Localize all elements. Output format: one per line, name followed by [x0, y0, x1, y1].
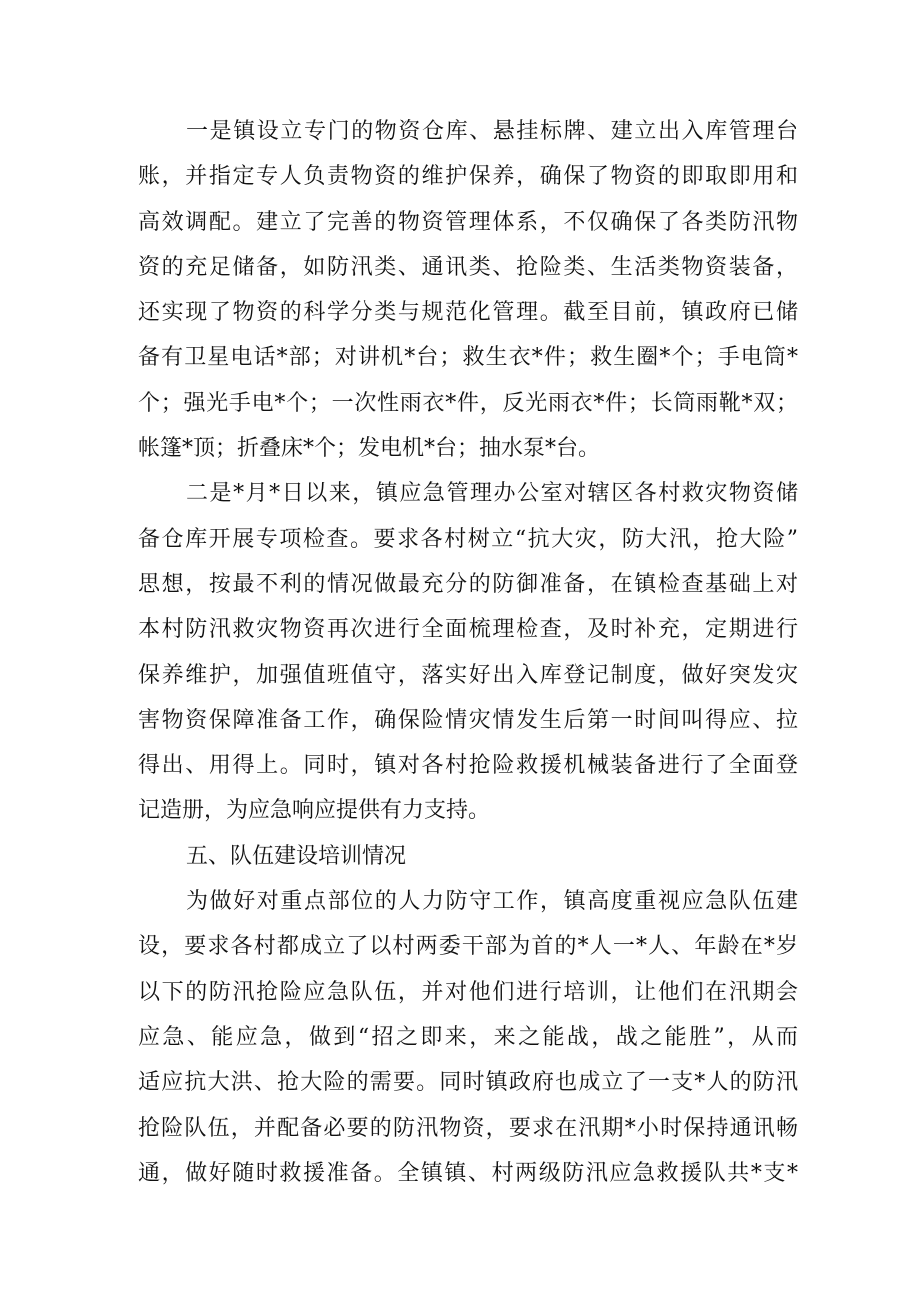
text-line: 为做好对重点部位的人力防守工作，镇高度重视应急队伍建 [186, 889, 798, 915]
document-body [138, 109, 798, 1196]
paragraph-inspection [138, 471, 798, 833]
text-line: 保养维护，加强值班值守，落实好出入库登记制度，做好突发灾 [138, 662, 798, 688]
text-line: 害物资保障准备工作，确保险情灾情发生后第一时间叫得应、拉 [138, 707, 798, 733]
text-line: 以下的防汛抢险应急队伍，并对他们进行培训，让他们在汛期会 [138, 979, 798, 1005]
text-line: 一是镇设立专门的物资仓库、悬挂标牌、建立出入库管理台 [186, 119, 798, 144]
text-line: 还实现了物资的科学分类与规范化管理。截至目前，镇政府已储 [138, 300, 798, 326]
paragraph-team-building [138, 879, 798, 1196]
text-line: 得出、用得上。同时，镇对各村抢险救援机械装备进行了全面登 [138, 753, 798, 779]
text-line: 通，做好随时救援准备。全镇镇、村两级防汛应急救援队共*支* [138, 1160, 798, 1186]
section-heading [138, 834, 798, 879]
text-line: 本村防汛救灾物资再次进行全面梳理检查，及时补充，定期进行 [138, 617, 798, 643]
text-line: 二是*月*日以来，镇应急管理办公室对辖区各村救灾物资储 [186, 481, 798, 507]
text-line: 备仓库开展专项检查。要求各村树立“抗大灾，防大汛，抢大险” [138, 526, 798, 552]
text-line: 适应抗大洪、抢大险的需要。同时镇政府也成立了一支*人的防汛 [138, 1070, 798, 1096]
text-line: 设，要求各村都成立了以村两委干部为首的*人一*人、年龄在*岁 [138, 934, 798, 960]
text-line: 帐篷*顶；折叠床*个；发电机*台；抽水泵*台。 [138, 436, 601, 462]
paragraph-material-warehouse [138, 109, 798, 471]
text-line: 思想，按最不利的情况做最充分的防御准备，在镇检查基础上对 [138, 571, 798, 597]
text-line: 记造册，为应急响应提供有力支持。 [138, 798, 491, 824]
text-line: 个；强光手电*个；一次性雨衣*件，反光雨衣*件；长筒雨靴*双； [138, 390, 798, 416]
text-line: 备有卫星电话*部；对讲机*台；救生衣*件；救生圈*个；手电筒* [138, 345, 798, 371]
text-line: 账，并指定专人负责物资的维护保养，确保了物资的即取即用和 [138, 164, 798, 190]
text-line: 资的充足储备，如防汛类、通讯类、抢险类、生活类物资装备， [138, 254, 798, 280]
text-line: 抢险队伍，并配备必要的防汛物资，要求在汛期*小时保持通讯畅 [138, 1115, 798, 1141]
text-line: 高效调配。建立了完善的物资管理体系，不仅确保了各类防汛物 [138, 209, 798, 235]
text-line: 应急、能应急，做到“招之即来，来之能战，战之能胜”，从而 [138, 1024, 798, 1050]
section-heading-text: 五、队伍建设培训情况 [186, 843, 407, 869]
